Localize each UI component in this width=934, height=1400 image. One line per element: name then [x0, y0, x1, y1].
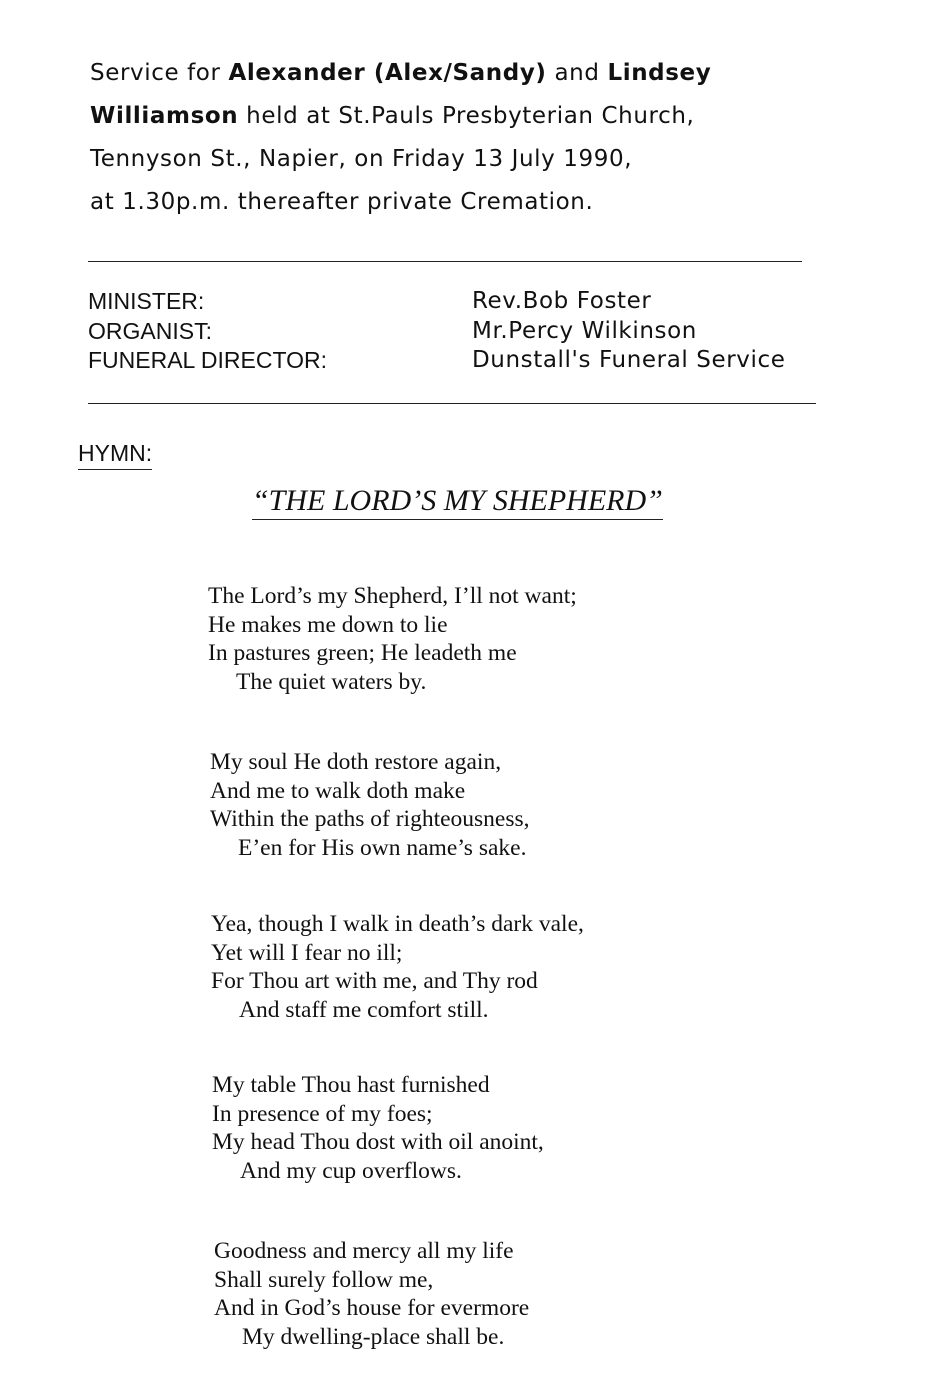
verse-line: Yet will I fear no ill; [211, 939, 403, 966]
verse-line: The Lord’s my Shepherd, I’ll not want; [208, 583, 577, 609]
verse-line: Goodness and mercy all my life [214, 1238, 514, 1264]
intro-line-1 [90, 52, 850, 95]
verse-line: He makes me down to lie [208, 611, 448, 638]
role-label: MINISTER: [88, 288, 205, 314]
role-label: FUNERAL DIRECTOR: [88, 347, 327, 373]
hymn-verse-5 [214, 1237, 529, 1351]
role-value: Rev.Bob Foster [472, 288, 652, 314]
service-intro [90, 52, 850, 224]
verse-line: Shall surely follow me, [214, 1266, 434, 1293]
hymn-heading: HYMN: [78, 440, 152, 470]
verse-line: And me to walk doth make [210, 777, 466, 804]
divider-bottom [88, 403, 816, 404]
verse-line: And my cup overflows. [240, 1157, 462, 1184]
hymn-title: “THE LORD’S MY SHEPHERD” [252, 484, 663, 520]
intro-text: held at St.Pauls Presbyterian Church, [238, 103, 695, 129]
name-alexander: Alexander (Alex/Sandy) [228, 60, 547, 86]
verse-line: In presence of my foes; [212, 1100, 433, 1127]
surname: Williamson [90, 103, 239, 129]
intro-line-4: at 1.30p.m. thereafter private Cremation. [90, 189, 594, 215]
verse-line: My head Thou dost with oil anoint, [212, 1129, 544, 1155]
verse-line: Within the paths of righteousness, [210, 806, 530, 832]
hymn-verse-3 [211, 910, 584, 1024]
intro-text: and [546, 60, 608, 86]
intro-text: Service for [90, 60, 229, 86]
verse-line: My dwelling-place shall be. [242, 1323, 505, 1350]
verse-line: And staff me comfort still. [239, 996, 489, 1023]
hymn-verse-1 [208, 582, 577, 696]
role-value: Mr.Percy Wilkinson [472, 317, 697, 344]
name-lindsey: Lindsey [607, 60, 712, 86]
verse-line: In pastures green; He leadeth me [208, 640, 517, 666]
verse-line: E’en for His own name’s sake. [238, 834, 527, 861]
verse-line: And in God’s house for evermore [214, 1295, 530, 1321]
divider-top [88, 261, 802, 262]
role-label: ORGANIST: [88, 317, 212, 344]
verse-line: Yea, though I walk in death’s dark vale, [211, 911, 584, 937]
role-value: Dunstall's Funeral Service [472, 347, 786, 373]
hymn-verse-4 [212, 1071, 544, 1185]
verse-line: The quiet waters by. [236, 668, 427, 695]
verse-line: My table Thou hast furnished [212, 1072, 490, 1098]
intro-line-2 [90, 95, 850, 138]
intro-line-3: Tennyson St., Napier, on Friday 13 July 1990, [90, 146, 633, 172]
hymn-verse-2 [210, 748, 530, 862]
verse-line: My soul He doth restore again, [210, 749, 502, 775]
verse-line: For Thou art with me, and Thy rod [211, 968, 538, 994]
